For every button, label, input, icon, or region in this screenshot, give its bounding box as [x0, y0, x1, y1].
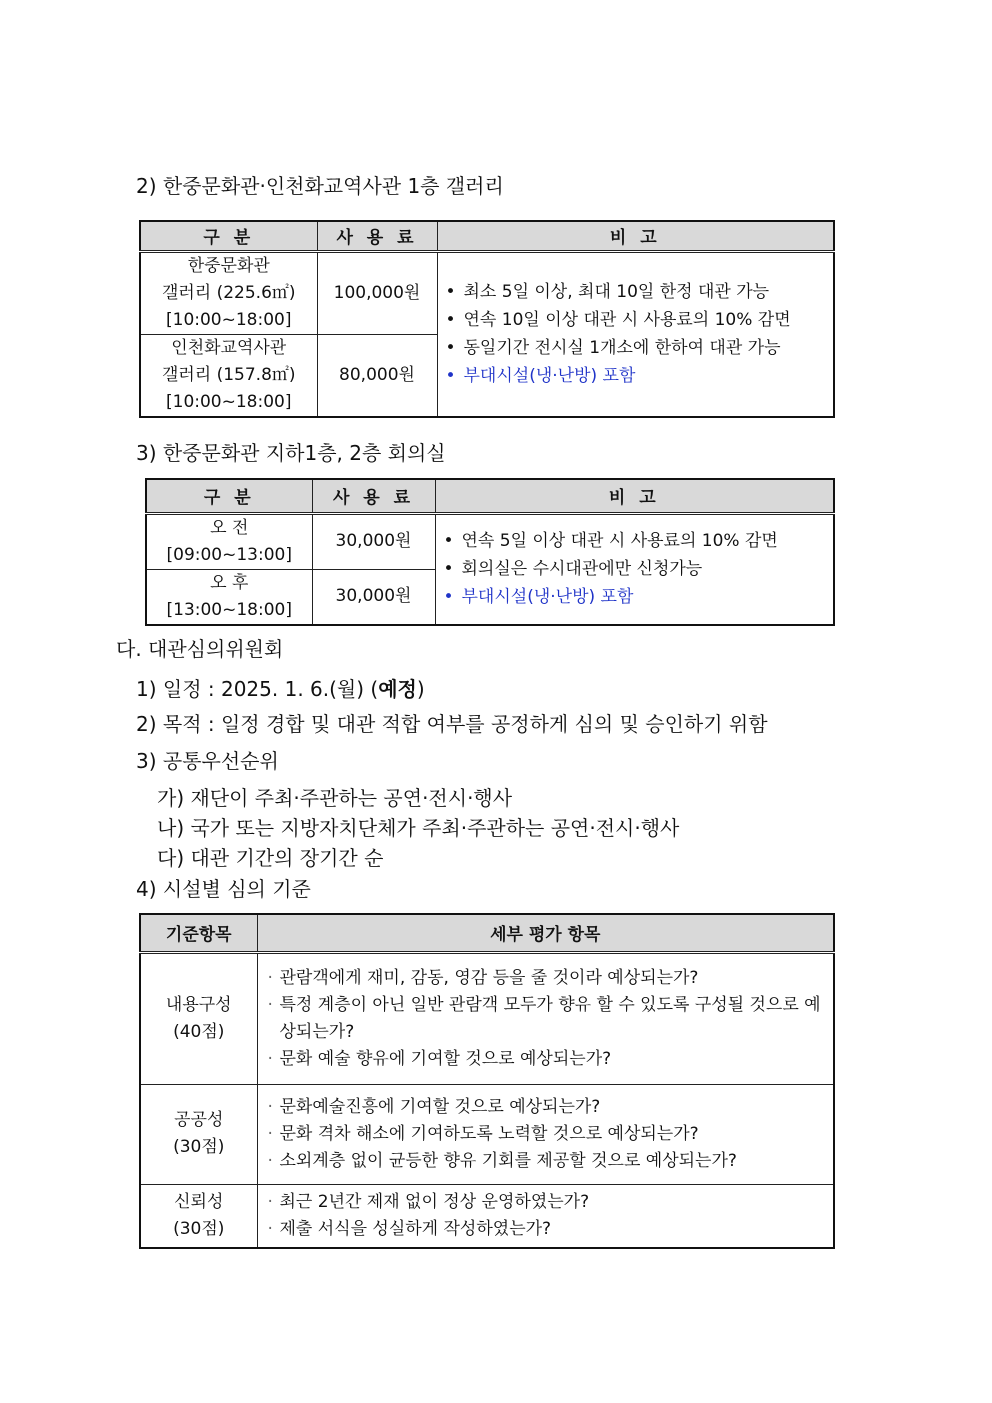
section-3-title: 3) 한중문화관 지하1층, 2층 회의실 [136, 441, 446, 465]
criteria-table [139, 913, 835, 1249]
remark-item: • 연속 5일 이상 대관 시 사용료의 10% 감면 [444, 527, 834, 555]
session-name: 오 후 [210, 572, 249, 593]
remark-item: • 부대시설(냉·난방) 포함 [446, 362, 834, 390]
criterion-name: 신뢰성 [174, 1191, 224, 1212]
criterion-item: · 소외계층 없이 균등한 향유 기회를 제공할 것으로 예상되는가? [268, 1148, 824, 1175]
table-row [140, 1184, 834, 1248]
header-details: 세부 평가 항목 [257, 914, 834, 952]
committee-schedule: 1) 일정 : 2025. 1. 6.(월) (예정) [136, 677, 425, 701]
criterion-item: · 특정 계층이 아닌 일반 관람객 모두가 향유 할 수 있도록 구성될 것으로 예상되는가? [268, 992, 824, 1046]
remark-item: • 연속 10일 이상 대관 시 사용료의 10% 감면 [446, 306, 834, 334]
meeting-room-fee-table [145, 478, 835, 626]
schedule-tentative: 예정 [378, 677, 417, 701]
criterion-score: (30점) [173, 1137, 225, 1157]
remark-item: • 동일기간 전시실 1개소에 한하여 대관 가능 [446, 334, 834, 362]
table-row [140, 251, 834, 334]
remark-item: • 회의실은 수시대관에만 신청가능 [444, 555, 834, 583]
committee-purpose: 2) 목적 : 일정 경합 및 대관 적합 여부를 공정하게 심의 및 승인하기 위함 [136, 712, 768, 736]
remark-item: • 부대시설(냉·난방) 포함 [444, 583, 834, 611]
criterion-item: · 관람객에게 재미, 감동, 영감 등을 줄 것이라 예상되는가? [268, 965, 824, 992]
facility-hours: [10:00~18:00] [166, 391, 292, 412]
priority-item: 다) 대관 기간의 장기간 순 [157, 846, 384, 870]
table-row [140, 952, 834, 1084]
facility-name: 인천화교역사관 [171, 337, 287, 358]
header-remarks: 비 고 [437, 221, 834, 251]
header-fee: 사 용 료 [317, 221, 437, 251]
session-hours: [09:00~13:00] [166, 544, 292, 565]
criteria-title: 4) 시설별 심의 기준 [136, 877, 311, 901]
remarks-cell [435, 513, 834, 625]
criterion-score: (40점) [173, 1021, 225, 1042]
facility-area: 갤러리 (225.6㎡) [161, 282, 296, 303]
facility-fee: 80,000원 [317, 334, 437, 417]
section-2-title: 2) 한중문화관·인천화교역사관 1층 갤러리 [136, 174, 504, 198]
remark-item: • 최소 5일 이상, 최대 10일 한정 대관 가능 [446, 278, 834, 306]
criterion-name: 공공성 [174, 1110, 224, 1130]
facility-hours: [10:00~18:00] [166, 309, 292, 330]
session-name: 오 전 [210, 517, 249, 538]
criterion-item: · 최근 2년간 제재 없이 정상 운영하였는가? [268, 1189, 824, 1216]
header-category: 구 분 [146, 479, 312, 513]
criterion-item: · 문화 예술 향유에 기여할 것으로 예상되는가? [268, 1046, 824, 1073]
table-row [146, 513, 834, 569]
criterion-item: · 제출 서식을 성실하게 작성하였는가? [268, 1216, 824, 1243]
criterion-item: · 문화 격차 해소에 기여하도록 노력할 것으로 예상되는가? [268, 1121, 824, 1148]
header-criterion: 기준항목 [140, 914, 257, 952]
criterion-item: · 문화예술진흥에 기여할 것으로 예상되는가? [268, 1094, 824, 1121]
header-category: 구 분 [140, 221, 317, 251]
session-fee: 30,000원 [312, 569, 435, 625]
priority-item: 나) 국가 또는 지방자치단체가 주최·주관하는 공연·전시·행사 [157, 816, 680, 840]
facility-name: 한중문화관 [187, 255, 270, 276]
committee-title: 다. 대관심의위원회 [116, 637, 284, 661]
session-hours: [13:00~18:00] [166, 599, 292, 620]
table-row [140, 1084, 834, 1184]
remarks-cell [437, 251, 834, 417]
priority-title: 3) 공통우선순위 [136, 749, 279, 773]
criterion-score: (30점) [173, 1218, 225, 1239]
facility-fee: 100,000원 [317, 251, 437, 334]
gallery-fee-table [139, 220, 835, 418]
criterion-name: 내용구성 [165, 994, 232, 1015]
priority-item: 가) 재단이 주최·주관하는 공연·전시·행사 [157, 786, 513, 810]
session-fee: 30,000원 [312, 513, 435, 569]
header-fee: 사 용 료 [312, 479, 435, 513]
facility-area: 갤러리 (157.8㎡) [161, 364, 296, 385]
header-remarks: 비 고 [435, 479, 834, 513]
